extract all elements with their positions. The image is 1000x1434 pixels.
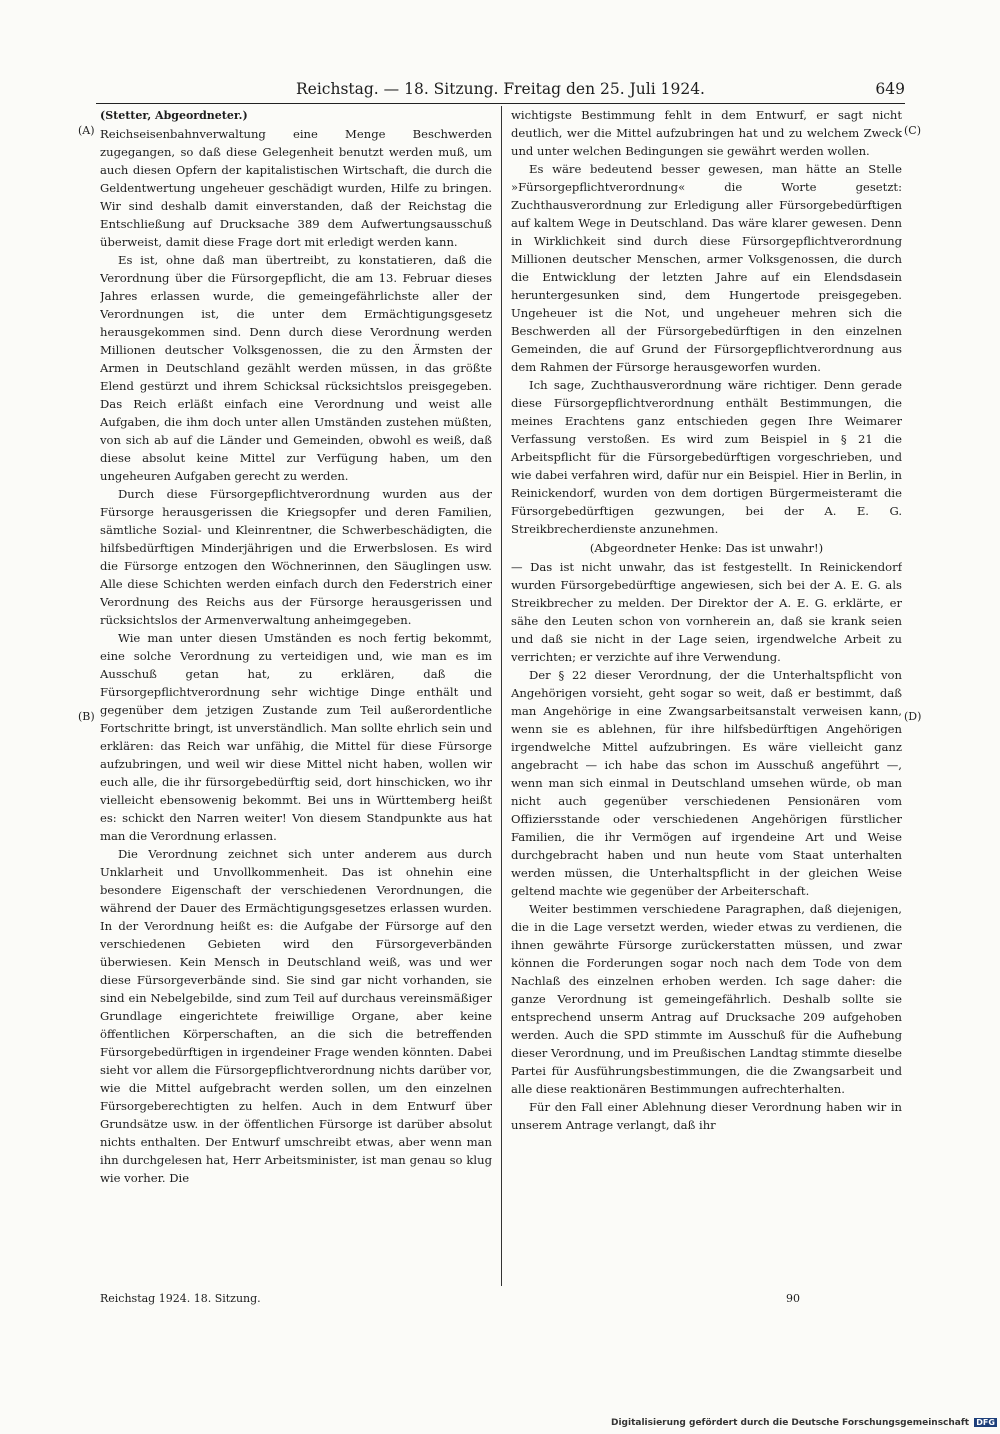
paragraph: Durch diese Fürsorgepflichtverordnung wurden aus der Fürsorge herausgerissen die Kriegsopfer und deren Familien, sämtliche Sozial- und Kleinrentner, die Schwerbeschädigten, die hilfsbedürftigen Minderjährigen und die Erwerbslosen. Es wird die Fürsorge entzogen den Wöchnerinnen, den Säuglingen usw. Alle diese Schichten werden einfach durch den Federstrich einer Verordnung des Reichs aus der Fürsorge herausgerissen und rücksichtslos der Armenverwaltung anheimgegeben.: [100, 487, 492, 627]
paragraph: Für den Fall einer Ablehnung dieser Verordnung haben wir in unserem Antrage verlangt, daß ihr: [511, 1100, 902, 1132]
margin-mark-d: (D): [904, 710, 922, 723]
paragraph: Weiter bestimmen verschiedene Paragraphen, daß diejenigen, die in die Lage versetzt werden, wieder etwas zu verdienen, die ihnen gewährte Fürsorge zurückerstatten müssen, und zwar können die Forderungen sogar noch nach dem Tode von dem Nachlaß des einzelnen erhoben werden. Ich sage daher: die ganze Verordnung ist gemeingefährlich. Deshalb sollte sie entsprechend unserm Antrag auf Drucksache 209 aufgehoben werden. Auch die SPD stimmte im Ausschuß für die Aufhebung dieser Verordnung, und im Preußischen Landtag stimmte dieselbe Partei für Ausführungsbestimmungen, die die Zwangsarbeit und alle diese reaktionären Bestimmungen aufrechterhalten.: [511, 902, 902, 1096]
margin-mark-c: (C): [904, 124, 921, 137]
footer-signature: Reichstag 1924. 18. Sitzung.: [100, 1292, 261, 1305]
paragraph: Wie man unter diesen Umständen es noch fertig bekommt, eine solche Verordnung zu verteidigen und, wie man es im Ausschuß getan hat, zu erklären, daß die Fürsorgepflichtverordnung sehr wichtige Dinge enthält und gegenüber dem jetzigen Zustande zum Teil außerordentliche Fortschritte bringt, ist unverständlich. Man sollte ehrlich sein und erklären: das Reich war unfähig, die Mittel für diese Fürsorge aufzubringen, und weil wir diese Mittel nicht haben, wollen wir euch alle, die ihr fürsorgebedürftig seid, dort hinschicken, wo ihr vielleicht ebensowenig bekommt. Bei uns in Württemberg heißt es: schickt den Narren weiter! Von diesem Standpunkte aus hat man die Verordnung erlassen.: [100, 631, 492, 843]
paragraph: Reichseisenbahnverwaltung eine Menge Beschwerden zugegangen, so daß diese Gelegenheit benutzt werden muß, um auch diesen Opfern der kapitalistischen Wirtschaft, die durch die Geldentwertung ungeheuer geschädigt wurden, Hilfe zu bringen. Wir sind deshalb damit einverstanden, daß der Reichstag die Entschließung auf Drucksache 389 dem Aufwertungsausschuß überweist, damit diese Frage dort mit erledigt werden kann.: [100, 127, 492, 249]
header-title: Reichstag. — 18. Sitzung. Freitag den 25. Juli 1924.: [296, 80, 705, 98]
paragraph: Der § 22 dieser Verordnung, der die Unterhaltspflicht von Angehörigen vorsieht, geht sogar so weit, daß er bestimmt, daß man Angehörige in eine Zwangsarbeitsanstalt verweisen kann, wenn sie es ablehnen, für ihre hilfsbedürftigen Angehörigen irgendwelche Mittel aufzubringen. Es wäre vielleicht ganz angebracht — ich habe das schon im Ausschuß angeführt —, wenn man sich einmal in Deutschland umsehen würde, ob man nicht auch gegenüber verschiedenen Pensionären vom Offiziersstande oder verschiedenen Angehörigen fürstlicher Familien, die ihr Vermögen auf irgendeine Art und Weise durchgebracht haben und nun heute vom Staat unterhalten werden müssen, die Unterhaltspflicht in der gleichen Weise geltend machte wie gegenüber der Arbeiterschaft.: [511, 668, 902, 898]
running-header: [96, 80, 905, 102]
paragraph: — Das ist nicht unwahr, das ist festgestellt. In Reinickendorf wurden Fürsorgebedürftige angewiesen, sich bei der A. E. G. als Streikbrecher zu melden. Der Direktor der A. E. G. erklärte, er sähe den Leuten schon von vornherein an, daß sie krank seien und daß sie nicht in der Lage seien, irgendwelche Arbeit zu verrichten; er verzichte auf ihre Verwendung.: [511, 560, 902, 664]
paragraph: Ich sage, Zuchthausverordnung wäre richtiger. Denn gerade diese Fürsorgepflichtverordnung enthält Bestimmungen, die meines Erachtens ganz entschieden gegen Ihre Weimarer Verfassung verstoßen. Es wird zum Beispiel in § 21 die Arbeitspflicht für die Fürsorgebedürftigen vorgeschrieben, und wie dabei verfahren wird, dafür nur ein Beispiel. Hier in Berlin, in Reinickendorf, wurden von dem dortigen Bürgermeisteramt die Fürsorgebedürftigen gezwungen, bei der A. E. G. Streikbrecherdienste anzunehmen.: [511, 378, 902, 536]
sheet-number: 90: [786, 1292, 800, 1305]
margin-mark-a: (A): [78, 124, 95, 137]
column-divider: [501, 106, 502, 1286]
digitization-credit: [611, 1418, 997, 1428]
interjection: (Abgeordneter Henke: Das ist unwahr!): [589, 541, 824, 555]
paragraph: wichtigste Bestimmung fehlt in dem Entwurf, er sagt nicht deutlich, wer die Mittel aufzubringen hat und zu welchem Zweck und unter welchen Bedingungen sie gewährt werden wollen.: [511, 108, 902, 158]
paragraph: Es wäre bedeutend besser gewesen, man hätte an Stelle »Fürsorgepflichtverordnung« die Worte gesetzt: Zuchthausverordnung zur Erledigung aller Fürsorgebedürftigen auf kaltem Wege in Deutschland. Das wäre klarer gewesen. Denn in Wirklichkeit sind durch diese Fürsorgepflichtverordnung Millionen deutscher Menschen, armer Volksgenossen, die durch die Entwicklung der letzten Jahre auf ein Elendsdasein heruntergesunken sind, dem Hungertode preisgegeben. Ungeheuer ist die Not, und ungeheuer mehren sich die Beschwerden all der Fürsorgebedürftigen in den einzelnen Gemeinden, die auf Grund der Fürsorgepflichtverordnung aus dem Rahmen der Fürsorge herausgeworfen wurden.: [511, 162, 902, 374]
credit-text: Digitalisierung gefördert durch die Deutsche Forschungsgemeinschaft: [611, 1418, 970, 1428]
speaker-label: (Stetter, Abgeordneter.): [100, 109, 248, 122]
margin-mark-b: (B): [78, 710, 95, 723]
right-column: [511, 106, 902, 1290]
dfg-logo-icon: DFG: [976, 1418, 995, 1427]
left-column: [100, 106, 492, 1290]
paragraph: Es ist, ohne daß man übertreibt, zu konstatieren, daß die Verordnung über die Fürsorgepflicht, die am 13. Februar dieses Jahres erlassen wurde, die gemeingefährlichste aller der Verordnungen ist, die unter dem Ermächtigungsgesetz herausgekommen sind. Denn durch diese Verordnung werden Millionen deutscher Volksgenossen, die zu den Ärmsten der Armen in Deutschland gezählt werden müssen, in das größte Elend gestürzt und ihrem Schicksal rücksichtslos preisgegeben. Das Reich erläßt einfach eine Verordnung und weist alle Aufgaben, die ihm doch unter allen Umständen zustehen müßten, von sich ab auf die Länder und Gemeinden, obwohl es weiß, daß diese absolut keine Mittel zur Verfügung haben, um den ungeheuren Aufgaben gerecht zu werden.: [100, 253, 492, 483]
paragraph: Die Verordnung zeichnet sich unter anderem aus durch Unklarheit und Unvollkommenheit. Das ist ohnehin eine besondere Eigenschaft der verschiedenen Verordnungen, die während der Dauer des Ermächtigungsgesetzes erlassen wurden. In der Verordnung heißt es: die Aufgabe der Fürsorge auf den verschiedenen Gebieten wird den Fürsorgeverbänden überwiesen. Kein Mensch in Deutschland weiß, was und wer diese Fürsorgeverbände sind. Sie sind gar nicht vorhanden, sie sind ein Nebelgebilde, sind zum Teil auf durchaus vereinsmäßiger Grundlage eingerichtete freiwillige Organe, aber keine öffentlichen Körperschaften, an die sich die betreffenden Fürsorgebedürftigen in irgendeiner Frage wenden könnten. Dabei sieht vor allem die Fürsorgepflichtverordnung nichts darüber vor, wie die Mittel aufgebracht werden sollen, um den einzelnen Fürsorgeberechtigten zu helfen. Auch in dem Entwurf über Grundsätze usw. in der öffentlichen Fürsorge ist darüber absolut nichts enthalten. Der Entwurf umschreibt etwas, aber wenn man ihn durchgelesen hat, Herr Arbeitsminister, ist man genau so klug wie vorher. Die: [100, 847, 492, 1185]
header-rule: [96, 103, 905, 104]
page-number: 649: [875, 80, 905, 98]
